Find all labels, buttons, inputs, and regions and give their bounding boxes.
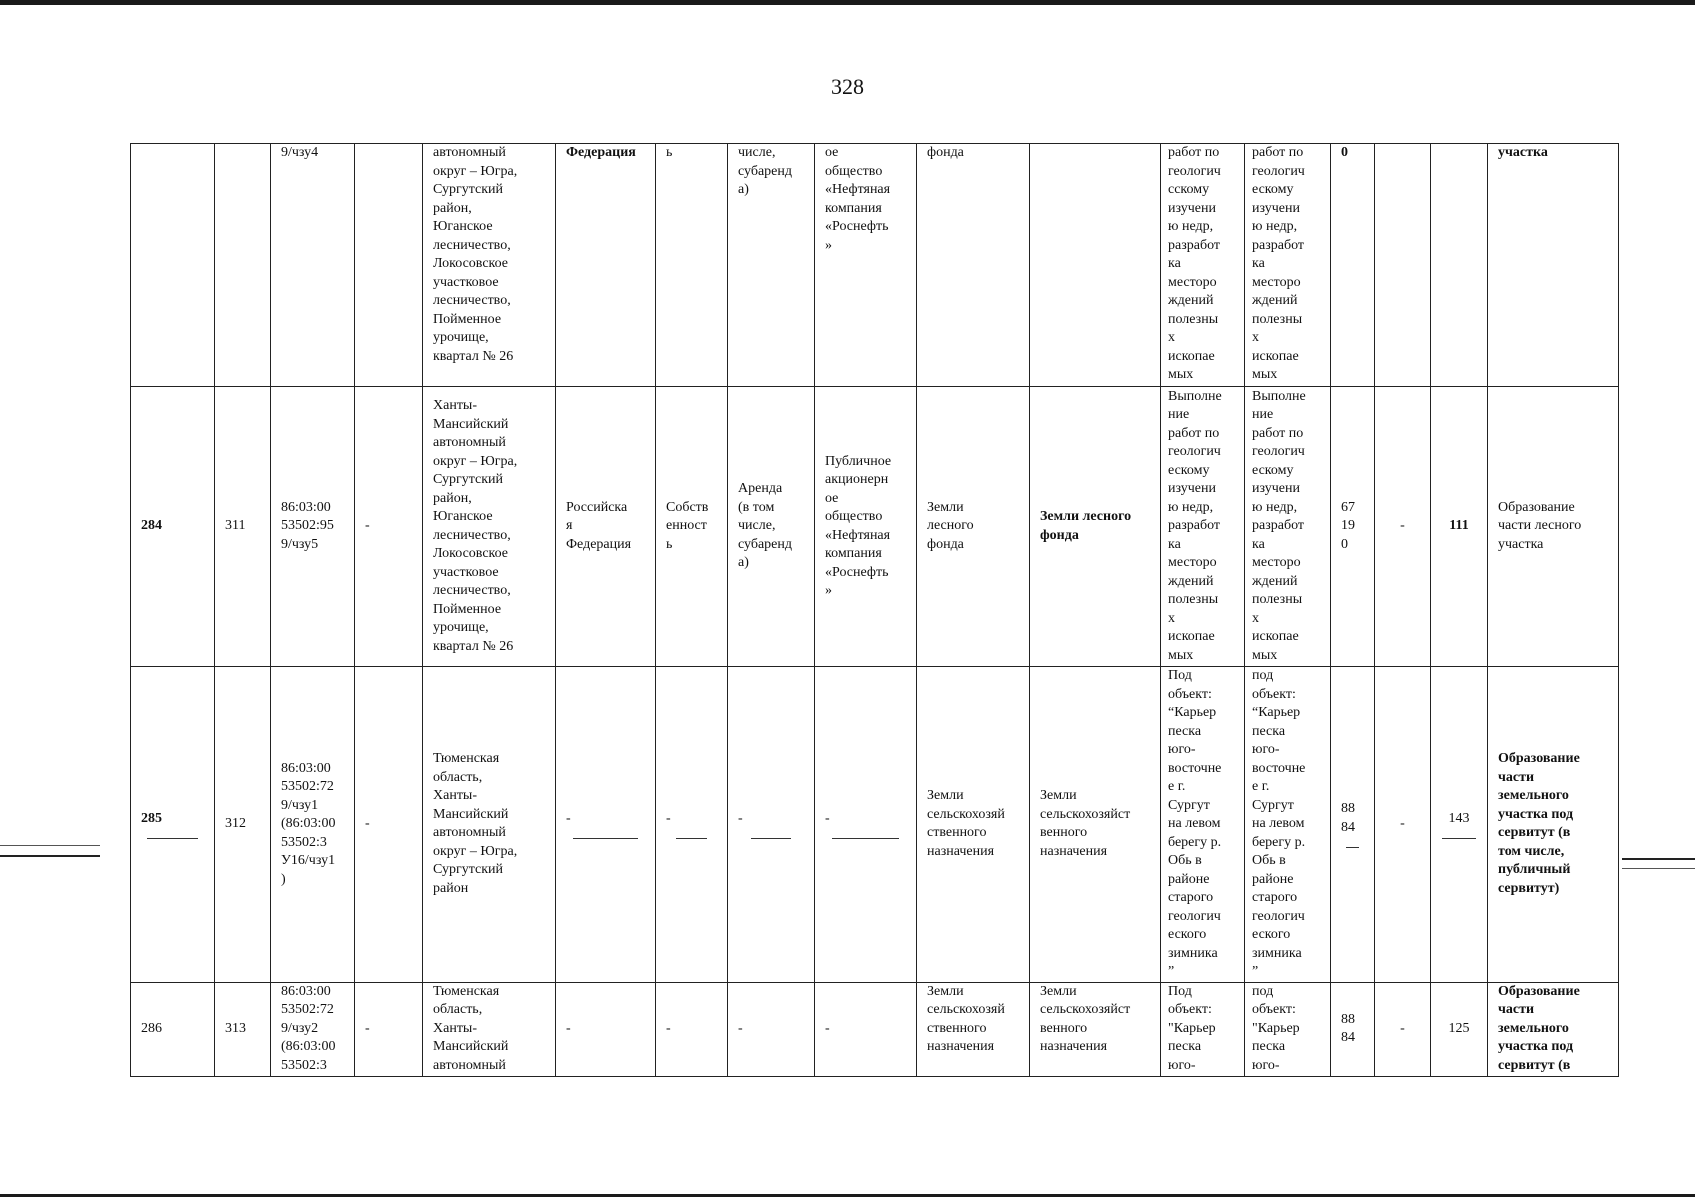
scan-underline <box>676 838 707 839</box>
number-cell: 111 <box>1431 387 1488 667</box>
land-category-2-cell: Земли лесного фонда <box>1030 387 1161 667</box>
table-row <box>131 982 1619 1076</box>
land-category-cell: Земли лесного фонда <box>917 387 1030 667</box>
right-holder-cell: - <box>815 982 917 1076</box>
permitted-use-cell: Выполне ние работ по геологич ескому изучени ю недр, разработ ка месторо ждений полезны х ископае мых <box>1161 387 1245 667</box>
encumbrance-cell: Аренда (в том числе, субаренд а) <box>728 387 815 667</box>
area-cell: 88 84 <box>1331 982 1375 1076</box>
location-cell: автономный округ – Югра, Сургутский район, Юганское лесничество, Локосовское участковое лесничество, Пойменное урочище, квартал № 26 <box>423 144 556 387</box>
cadastral-number-cell: 86:03:00 53502:72 9/чзу2 (86:03:00 53502:3 <box>271 982 355 1076</box>
area-text: 88 84 <box>1341 801 1355 835</box>
scan-underline <box>573 838 638 839</box>
location-cell: Тюменская область, Ханты- Мансийский автономный <box>423 982 556 1076</box>
row-number-cell <box>131 667 215 983</box>
number-cell <box>1431 667 1488 983</box>
purpose-cell: участка <box>1488 144 1619 387</box>
encumbrance-text: - <box>738 810 743 826</box>
dash-cell: - <box>355 982 423 1076</box>
purpose-cell: Образование части лесного участка <box>1488 387 1619 667</box>
row-code-cell: 313 <box>215 982 271 1076</box>
dash-cell <box>355 144 423 387</box>
top-border-rule <box>0 0 1695 5</box>
number-cell <box>1431 144 1488 387</box>
dash-cell-2: - <box>1375 982 1431 1076</box>
owner-cell: - <box>556 982 656 1076</box>
row-code-cell <box>215 144 271 387</box>
dash-cell: - <box>355 667 423 983</box>
land-category-2-cell: Земли сельскохозяйст венного назначения <box>1030 667 1161 983</box>
row-number-text: 285 <box>141 810 162 826</box>
right-holder-cell: ое общество «Нефтяная компания «Роснефть » <box>815 144 917 387</box>
right-type-cell <box>656 667 728 983</box>
scan-underline <box>1346 847 1360 848</box>
encumbrance-cell: числе, субаренд а) <box>728 144 815 387</box>
cadastral-number-cell: 9/чзу4 <box>271 144 355 387</box>
dash-cell: - <box>355 387 423 667</box>
right-type-text: - <box>666 810 671 826</box>
bottom-border-rule <box>0 1194 1695 1197</box>
owner-text: - <box>566 810 571 826</box>
dash-cell-2 <box>1375 144 1431 387</box>
number-text: 143 <box>1448 810 1470 826</box>
number-cell: 125 <box>1431 982 1488 1076</box>
right-holder-cell: Публичное акционерн ое общество «Нефтяная компания «Роснефть » <box>815 387 917 667</box>
row-number-cell: 284 <box>131 387 215 667</box>
area-cell: 67 19 0 <box>1331 387 1375 667</box>
left-scan-mark <box>0 855 100 857</box>
row-code-cell: 311 <box>215 387 271 667</box>
purpose-cell: Образование части земельного участка под сервитут (в том числе, публичный сервитут) <box>1488 667 1619 983</box>
scan-underline <box>832 838 898 839</box>
area-cell: 0 <box>1331 144 1375 387</box>
land-category-cell: фонда <box>917 144 1030 387</box>
right-type-cell: Собств енност ь <box>656 387 728 667</box>
cadastral-number-cell: 86:03:00 53502:95 9/чзу5 <box>271 387 355 667</box>
encumbrance-cell <box>728 667 815 983</box>
land-category-2-cell: Земли сельскохозяйст венного назначения <box>1030 982 1161 1076</box>
cadastral-number-cell: 86:03:00 53502:72 9/чзу1 (86:03:00 53502:3 У16/чзу1 ) <box>271 667 355 983</box>
left-scan-mark-upper <box>0 845 100 846</box>
land-category-cell: Земли сельскохозяй ственного назначения <box>917 667 1030 983</box>
row-code-cell: 312 <box>215 667 271 983</box>
row-number-cell: 286 <box>131 982 215 1076</box>
permitted-use-2-cell: работ по геологич ескому изучени ю недр, разработ ка месторо ждений полезны х ископае мых <box>1245 144 1331 387</box>
row-number-cell <box>131 144 215 387</box>
owner-cell <box>556 667 656 983</box>
area-cell <box>1331 667 1375 983</box>
scan-underline <box>751 838 791 839</box>
permitted-use-cell: Под объект: “Карьер песка юго- восточне е г. Сургут на левом берегу р. Обь в районе старого геологич еского зимника ” <box>1161 667 1245 983</box>
right-scan-mark-upper <box>1622 868 1695 869</box>
location-cell: Тюменская область, Ханты- Мансийский автономный округ – Югра, Сургутский район <box>423 667 556 983</box>
permitted-use-cell: Под объект: "Карьер песка юго- <box>1161 982 1245 1076</box>
permitted-use-2-cell: под объект: "Карьер песка юго- <box>1245 982 1331 1076</box>
owner-cell: Российска я Федерация <box>556 387 656 667</box>
encumbrance-cell: - <box>728 982 815 1076</box>
land-category-cell: Земли сельскохозяй ственного назначения <box>917 982 1030 1076</box>
scan-underline <box>147 838 199 839</box>
right-scan-mark <box>1622 858 1695 860</box>
right-type-cell: ь <box>656 144 728 387</box>
scan-underline <box>1442 838 1476 839</box>
table-row <box>131 144 1619 387</box>
right-holder-text: - <box>825 810 830 826</box>
location-cell: Ханты- Мансийский автономный округ – Югра, Сургутский район, Юганское лесничество, Локосовское участковое лесничество, Пойменное урочище, квартал № 26 <box>423 387 556 667</box>
permitted-use-2-cell: Выполне ние работ по геологич ескому изучени ю недр, разработ ка месторо ждений полезны х ископае мых <box>1245 387 1331 667</box>
page-number: 328 <box>831 74 864 99</box>
dash-cell-2: - <box>1375 667 1431 983</box>
right-type-cell: - <box>656 982 728 1076</box>
land-category-2-cell <box>1030 144 1161 387</box>
register-table <box>130 143 1619 1077</box>
dash-cell-2: - <box>1375 387 1431 667</box>
table-row <box>131 387 1619 667</box>
purpose-cell: Образование части земельного участка под сервитут (в <box>1488 982 1619 1076</box>
table-row <box>131 667 1619 983</box>
permitted-use-2-cell: под объект: “Карьер песка юго- восточне е г. Сургут на левом берегу р. Обь в районе старого геологич еского зимника ” <box>1245 667 1331 983</box>
right-holder-cell <box>815 667 917 983</box>
owner-cell: Федерация <box>556 144 656 387</box>
permitted-use-cell: работ по геологич cскому изучени ю недр, разработ ка месторо ждений полезны х ископае мых <box>1161 144 1245 387</box>
